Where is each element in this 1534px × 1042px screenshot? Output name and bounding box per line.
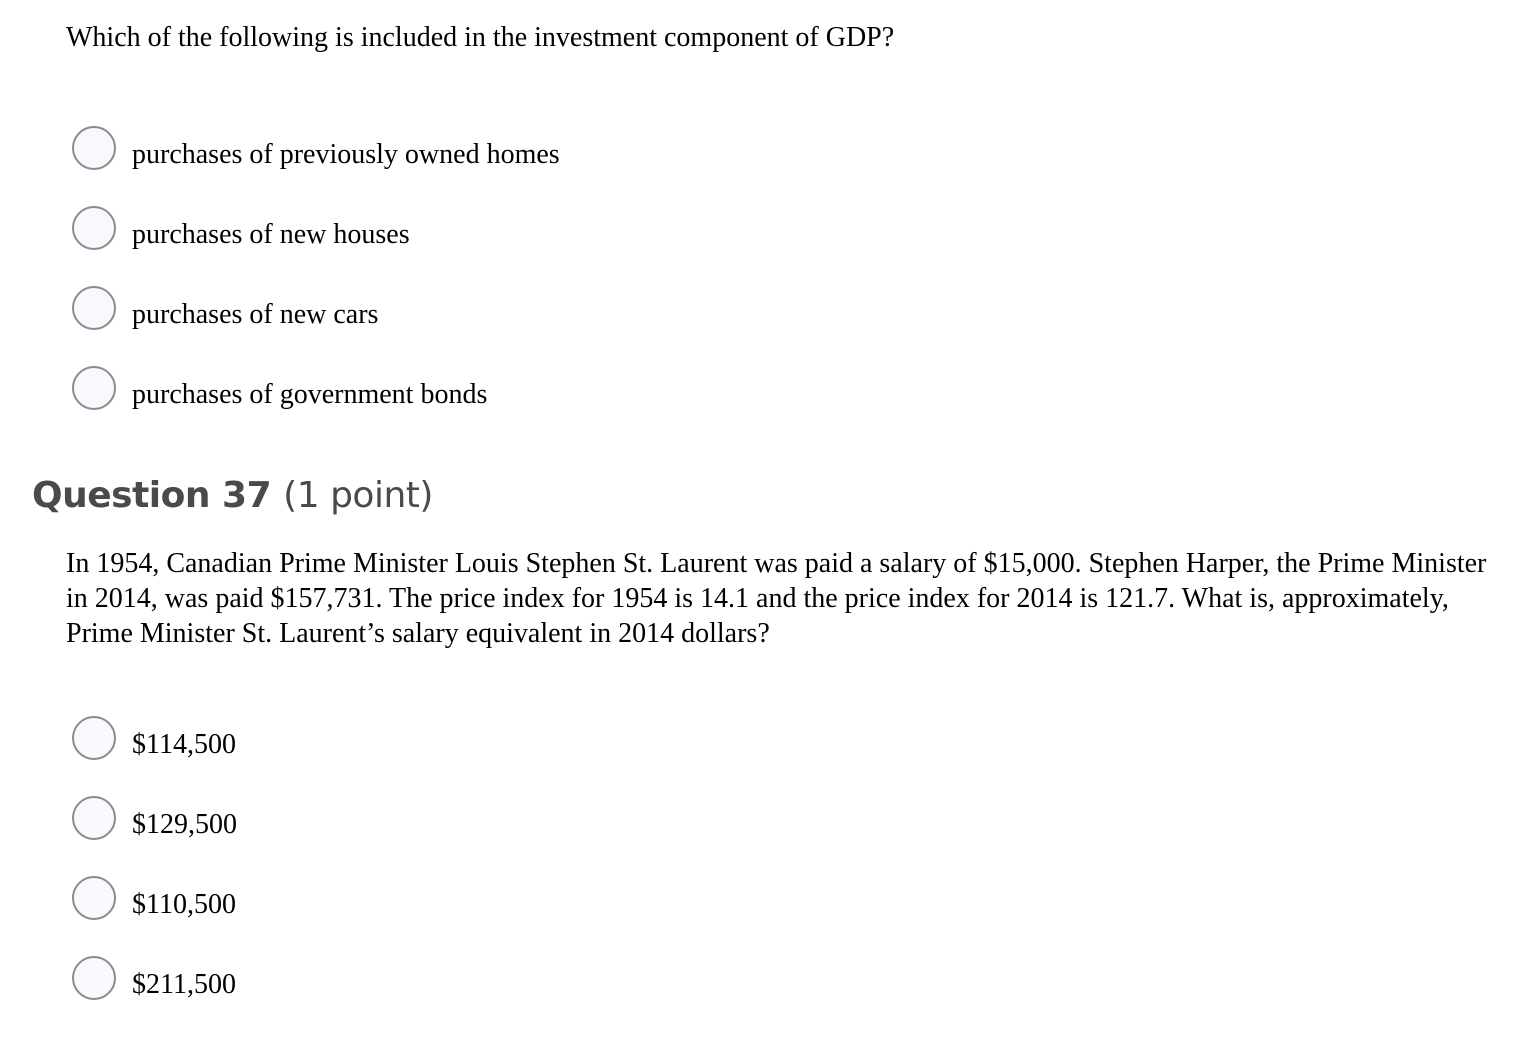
question-37-prompt: In 1954, Canadian Prime Minister Louis Stephen St. Laurent was paid a salary of $15,000. Stephen Harper, the Prime Minister in 2014, was paid $157,731. The price index for 1954 is 14.1 and the price index for 2014 is 121.7. What is, approximately, Prime Minister St. Laurent’s salary equivalent in 2014 dollars? bbox=[66, 548, 1487, 649]
question-37-header bbox=[32, 472, 433, 520]
option-new-cars[interactable] bbox=[72, 276, 560, 356]
radio-button[interactable] bbox=[72, 366, 116, 410]
radio-button[interactable] bbox=[72, 876, 116, 920]
option-new-houses[interactable] bbox=[72, 196, 560, 276]
radio-button[interactable] bbox=[72, 126, 116, 170]
option-previously-owned-homes[interactable] bbox=[72, 116, 560, 196]
option-label: $114,500 bbox=[132, 728, 236, 760]
question-number: Question 37 bbox=[32, 475, 272, 516]
radio-button[interactable] bbox=[72, 286, 116, 330]
option-label: purchases of new cars bbox=[132, 298, 379, 330]
option-label: purchases of government bonds bbox=[132, 378, 488, 410]
option-government-bonds[interactable] bbox=[72, 356, 560, 436]
question-points: (1 point) bbox=[283, 475, 433, 516]
option-label: purchases of new houses bbox=[132, 218, 410, 250]
option-label: purchases of previously owned homes bbox=[132, 138, 560, 170]
option-label: $211,500 bbox=[132, 968, 236, 1000]
question-36-options bbox=[72, 116, 560, 436]
option-label: $110,500 bbox=[132, 888, 236, 920]
option-211500[interactable] bbox=[72, 946, 237, 1026]
radio-button[interactable] bbox=[72, 956, 116, 1000]
radio-button[interactable] bbox=[72, 796, 116, 840]
option-label: $129,500 bbox=[132, 808, 237, 840]
radio-button[interactable] bbox=[72, 206, 116, 250]
question-37-options bbox=[72, 706, 237, 1026]
option-110500[interactable] bbox=[72, 866, 237, 946]
question-36-prompt: Which of the following is included in the investment component of GDP? bbox=[66, 22, 895, 53]
radio-button[interactable] bbox=[72, 716, 116, 760]
option-129500[interactable] bbox=[72, 786, 237, 866]
option-114500[interactable] bbox=[72, 706, 237, 786]
